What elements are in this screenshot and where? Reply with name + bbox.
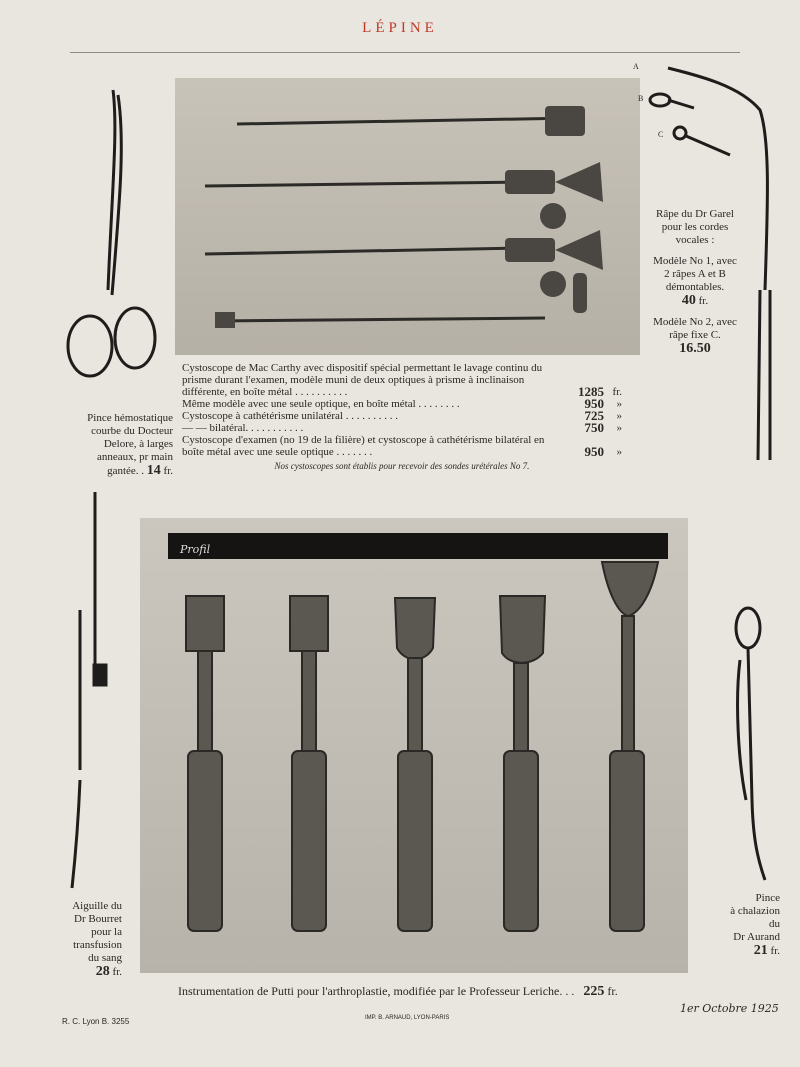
- price-row: [182, 422, 622, 434]
- price: 750: [584, 420, 604, 435]
- gouge-neck-3: [408, 658, 422, 751]
- chisel-handle-2: [292, 751, 326, 931]
- chalazion-forceps-caption: [706, 892, 780, 958]
- putti-instruments-drawing: [140, 518, 688, 973]
- price: 950: [584, 444, 604, 459]
- price: 16.50: [679, 341, 711, 356]
- profile-strip: [168, 533, 668, 559]
- rasp-model-2: [630, 316, 760, 355]
- page-title: LÉPINE: [362, 20, 438, 36]
- price-row: [182, 362, 622, 398]
- caption-line: démontables.: [665, 281, 725, 293]
- price-unit: »: [616, 398, 622, 410]
- price-line: [40, 965, 122, 979]
- caption-line: courbe du Docteur: [91, 425, 173, 437]
- price-line: [630, 294, 760, 308]
- chisel-neck-2: [302, 651, 316, 751]
- caption-line: à chalazion: [730, 905, 780, 917]
- caption-line: transfusion: [73, 939, 122, 951]
- row-text: Cystoscope d'examen (no 19 de la filière) et cystoscope à cathétérisme bilatéral en boîte métal avec une seule optique . . . . . . .: [182, 434, 545, 458]
- cystoscope-price-list: [182, 362, 622, 472]
- footer-printer: IMP. B. ARNAUD, LYON-PARIS: [365, 1015, 450, 1021]
- spoon-blade-5: [602, 562, 658, 616]
- price-unit: »: [616, 446, 622, 458]
- price-row: [182, 434, 622, 458]
- caption-line: Aiguille du: [72, 900, 122, 912]
- price: 40: [681, 293, 696, 308]
- price-line: [706, 944, 780, 958]
- row-text: — — bilatéral. . . . . . . . . . .: [182, 422, 304, 434]
- price-unit: fr.: [612, 386, 622, 398]
- chisel-blade-2: [290, 596, 328, 651]
- caption-line-price: [58, 464, 173, 478]
- transfusion-needle-illustration: [72, 492, 106, 888]
- caption-line: râpe fixe C.: [669, 329, 721, 341]
- chalazion-forceps-illustration: [736, 608, 765, 880]
- caption-line: Modèle No 2, avec: [653, 316, 737, 328]
- row-text: Même modèle avec une seule optique, en boîte métal . . . . . . . .: [182, 398, 460, 410]
- caption-line: 2 râpes A et B: [664, 268, 726, 280]
- price-unit: fr.: [163, 465, 173, 477]
- price: 28: [95, 964, 110, 979]
- price-unit: fr.: [698, 295, 709, 307]
- spoon-neck-5: [622, 616, 634, 751]
- footer-date: 1er Octobre 1925: [680, 1002, 779, 1015]
- label-a: A: [633, 62, 639, 71]
- footer-registration: R. C. Lyon B. 3255: [62, 1017, 130, 1026]
- transfusion-needle-caption: [40, 900, 122, 979]
- price-unit: fr.: [607, 984, 618, 998]
- caption-line: du sang: [88, 952, 122, 964]
- caption-line: pour la: [91, 926, 122, 938]
- caption-line: vocales :: [675, 234, 715, 246]
- rasp-model-1: [630, 255, 760, 308]
- price-unit: »: [616, 422, 622, 434]
- profile-label: Profil: [180, 543, 211, 556]
- rasp-title: [630, 208, 760, 247]
- caption-line: Dr Aurand: [733, 931, 780, 943]
- gouge-handle-4: [504, 751, 538, 931]
- price: 21: [753, 943, 768, 958]
- chisel-neck-1: [198, 651, 212, 751]
- price-row: [182, 398, 622, 410]
- caption-line: gantée. .: [107, 465, 145, 477]
- price: 225: [583, 984, 605, 999]
- caption-line: Pince: [755, 892, 780, 904]
- spoon-handle-5: [610, 751, 644, 931]
- chisel-handle-1: [188, 751, 222, 931]
- caption-line: Modèle No 1, avec: [653, 255, 737, 267]
- caption-line: pour les cordes: [661, 221, 729, 233]
- caption-line: du: [769, 918, 780, 930]
- price: 1285: [578, 384, 604, 399]
- price-unit: fr.: [770, 945, 780, 957]
- caption-line: Râpe du Dr Garel: [656, 208, 734, 220]
- putti-instruments-photo: [140, 518, 688, 973]
- price-unit: fr.: [112, 966, 122, 978]
- hemostatic-forceps-illustration: [68, 90, 155, 376]
- caption-line: Delore, à larges: [103, 438, 173, 450]
- caption-line: Pince hémostatique: [87, 412, 173, 424]
- putti-caption: [178, 984, 678, 1000]
- caption-line: Dr Bourret: [74, 913, 122, 925]
- chisel-blade-1: [186, 596, 224, 651]
- gouge-neck-4: [514, 663, 528, 751]
- cystoscope-note: Nos cystoscopes sont établis pour recevoir des sondes urétérales No 7.: [274, 461, 530, 471]
- price: 725: [584, 408, 604, 423]
- price-row: [182, 410, 622, 422]
- gouge-handle-3: [398, 751, 432, 931]
- row-text: Cystoscope à cathétérisme unilatéral . . . . . . . . . .: [182, 410, 398, 422]
- price-unit: »: [616, 410, 622, 422]
- label-c: C: [658, 130, 664, 139]
- gouge-blade-3: [395, 598, 435, 659]
- row-text: Cystoscope de Mac Carthy avec dispositif spécial permettant le lavage continu du prisme durant l'examen, modèle muni de deux optiques à prisme à inclinaison différente, en boîte métal . . . . . . . . . .: [182, 362, 543, 398]
- price: 14: [146, 463, 161, 478]
- price: 950: [584, 396, 604, 411]
- gouge-blade-4: [500, 596, 545, 663]
- rasp-caption: [630, 208, 760, 363]
- hemostatic-forceps-caption: [58, 412, 173, 478]
- label-b: B: [638, 94, 644, 103]
- caption-line: Instrumentation de Putti pour l'arthroplastie, modifiée par le Professeur Leriche. . .: [178, 984, 575, 998]
- caption-line: anneaux, pr main: [96, 451, 173, 463]
